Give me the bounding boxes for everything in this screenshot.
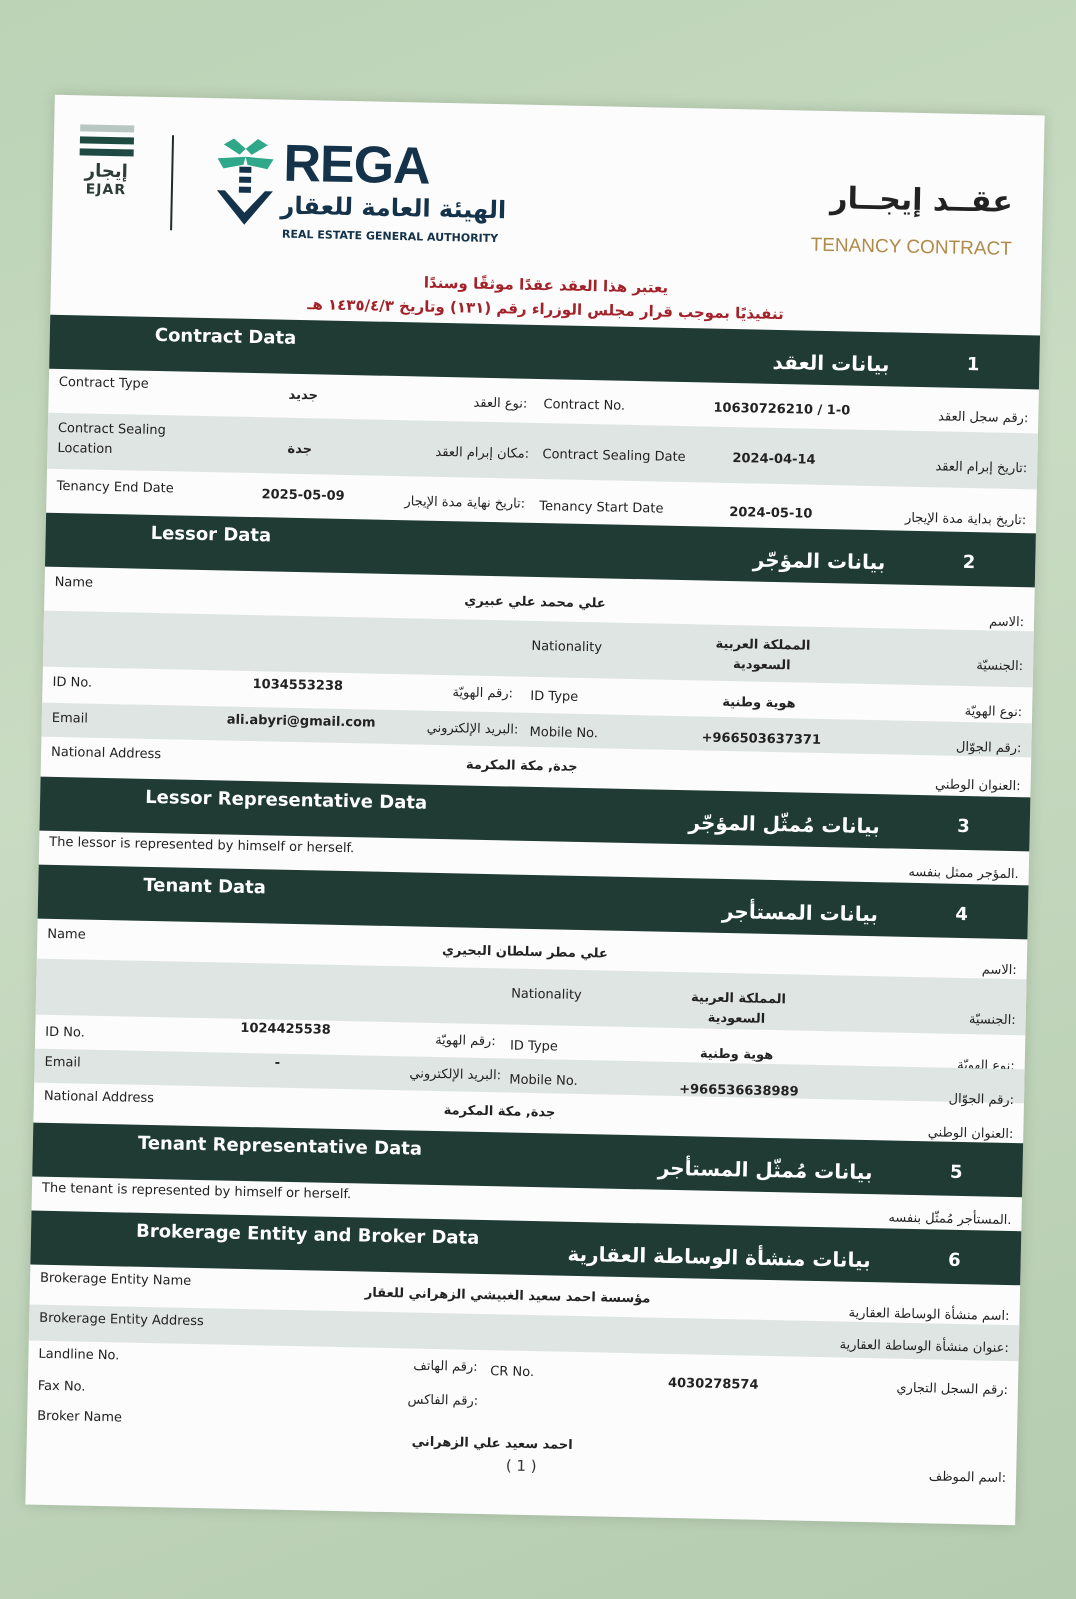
section-title-en: Tenant Representative Data	[137, 1132, 423, 1160]
label-en: National Address	[50, 744, 162, 763]
section-number: 2	[962, 551, 976, 574]
label-ar: نوع العقد:	[473, 395, 528, 412]
title-english: TENANCY CONTRACT	[810, 234, 1013, 260]
label-en: Contract Sealing Date	[542, 447, 686, 466]
label-ar: رقم الفاكس:	[407, 1392, 479, 1409]
label-ar: رقم الهويّة:	[434, 1032, 496, 1050]
sealing-date-value: 2024-04-14	[732, 451, 816, 468]
label-en: Contract Type	[58, 374, 149, 392]
label-ar: نوع الهويّة:	[957, 1057, 1015, 1075]
section-title-en: Brokerage Entity and Broker Data	[135, 1220, 480, 1249]
label-ar: مكان إبرام العقد:	[435, 444, 530, 462]
label-en: National Address	[43, 1088, 155, 1107]
label-ar: الجنسيّة:	[968, 1012, 1016, 1029]
section-title-ar: بيانات المستأجر	[721, 898, 879, 927]
label-ar: الجنسيّة:	[976, 658, 1024, 675]
representation-text-en: The lessor is represented by himself or herself.	[49, 834, 355, 857]
label-en: ID Type	[509, 1038, 559, 1055]
ejar-logo-ar: إيجار	[84, 160, 129, 183]
ejar-logo	[75, 119, 139, 198]
section-number: 3	[956, 815, 970, 838]
rega-wordmark: REGA	[282, 134, 431, 196]
logo-divider	[170, 135, 174, 230]
broker-name-value: احمد سعيد علي الزهراني	[411, 1434, 573, 1453]
representation-text-en: The tenant is represented by himself or herself.	[41, 1180, 352, 1203]
rega-arabic-name: الهيئة العامة للعقار	[280, 191, 507, 225]
lessor-mobile-value: +966503637371	[701, 730, 822, 748]
section-number: 1	[966, 353, 980, 376]
label-ar: رقم سجل العقد:	[937, 409, 1029, 427]
rega-emblem-icon	[212, 138, 278, 229]
section-title-ar: بيانات المؤجّر	[752, 547, 886, 575]
section-title-ar: بيانات منشأة الوساطة العقارية	[567, 1241, 871, 1273]
section-title-ar: بيانات مُمثّل المؤجّر	[688, 810, 880, 839]
label-ar: نوع الهويّة:	[964, 703, 1023, 721]
label-en: Nationality	[510, 986, 582, 1004]
label-en: Broker Name	[37, 1408, 123, 1426]
label-en: Nationality	[531, 638, 603, 656]
tenancy-contract-page	[25, 95, 1044, 1525]
lessor-id-value: 1034553238	[252, 677, 344, 694]
title-arabic: عقــد إيجــار	[829, 181, 1014, 220]
representation-text-ar: المستأجر مُمثّل بنفسه.	[888, 1210, 1012, 1229]
label-ar: رقم الجوّال:	[955, 739, 1022, 757]
label-en: Email	[51, 710, 89, 727]
section-number: 5	[949, 1161, 963, 1184]
document-header	[50, 95, 1044, 336]
label-en: Name	[54, 574, 94, 591]
label-ar: العنوان الوطني:	[934, 777, 1021, 795]
tenant-id-value: 1024425538	[240, 1020, 331, 1038]
label-ar: الاسم:	[988, 614, 1025, 631]
label-ar: البريد الإلكتروني:	[426, 720, 519, 738]
label-ar: عنوان منشأة الوساطة العقارية:	[839, 1337, 1009, 1357]
label-ar: تاريخ إبرام العقد:	[935, 459, 1028, 477]
ejar-logo-en: EJAR	[85, 181, 127, 199]
label-ar: رقم الجوّال:	[948, 1091, 1015, 1109]
tenant-nationality-value-2: السعودية	[707, 1010, 766, 1027]
tenant-id-type-value: هوية وطنية	[699, 1046, 774, 1064]
tenancy-end-date-value: 2025-05-09	[261, 487, 345, 504]
tenancy-start-date-value: 2024-05-10	[729, 505, 813, 522]
lessor-name-value: علي محمد علي عبيري	[464, 593, 606, 612]
label-en: Tenancy Start Date	[539, 499, 664, 517]
section-title-en: Contract Data	[154, 324, 297, 349]
label-en: Landline No.	[38, 1346, 120, 1364]
label-ar: الاسم:	[981, 962, 1017, 979]
lessor-nationality-value-2: السعودية	[732, 657, 791, 674]
representation-text-ar: المؤجر ممثل بنفسه.	[908, 864, 1019, 883]
lessor-email-value: ali.abyri@gmail.com	[226, 712, 376, 731]
lessor-address-value: جدة, مكة المكرمة	[465, 757, 578, 775]
contract-type-value: جديد	[288, 387, 319, 404]
section-title-en: Lessor Representative Data	[144, 786, 428, 814]
label-ar: رقم السجل التجاري:	[896, 1380, 1009, 1399]
label-en: Fax No.	[37, 1378, 86, 1395]
label-en: Brokerage Entity Address	[39, 1310, 204, 1330]
label-ar: رقم الهاتف:	[413, 1358, 478, 1375]
label-en: Mobile No.	[509, 1072, 578, 1089]
label-en: Mobile No.	[529, 724, 599, 742]
label-ar: اسم منشأة الوساطة العقارية:	[848, 1305, 1010, 1325]
label-en: ID No.	[45, 1024, 85, 1041]
rega-english-name: REAL ESTATE GENERAL AUTHORITY	[281, 227, 499, 246]
tenant-nationality-value: المملكة العربية	[690, 990, 787, 1008]
sealing-location-value: جدة	[287, 441, 313, 458]
tenant-mobile-value: +966536638989	[679, 1082, 799, 1100]
label-ar: رقم الهويّة:	[452, 685, 514, 702]
label-en: Contract No.	[543, 397, 626, 414]
label-ar: اسم الموظف:	[928, 1469, 1007, 1487]
section-number: 4	[955, 903, 969, 926]
label-ar: تاريخ نهاية مدة الإيجار:	[404, 494, 526, 512]
label-en: ID No.	[52, 674, 93, 691]
contract-number-value: 10630726210 / 1-0	[713, 400, 851, 419]
page-number: ( 1 )	[505, 1456, 537, 1476]
tenant-address-value: جدة, مكة المكرمة	[443, 1103, 556, 1121]
label-en: CR No.	[490, 1364, 535, 1381]
label-en: Contract Sealing Location	[57, 420, 167, 458]
legal-notice-line2: تنفيذيًا بموجب قرار مجلس الوزراء رقم (١٣١) وتاريخ ١٤٣٥/٤/٣ هـ	[307, 295, 784, 324]
section-title-ar: بيانات العقد	[772, 349, 890, 377]
section-title-en: Lessor Data	[150, 522, 272, 547]
label-ar: البريد الإلكتروني:	[409, 1066, 502, 1084]
label-en: Name	[47, 926, 86, 943]
section-title-ar: بيانات مُمثّل المستأجر	[657, 1155, 873, 1185]
cr-number-value: 4030278574	[667, 1375, 759, 1393]
label-en: Tenancy End Date	[56, 478, 174, 497]
legal-notice-line1: يعتبر هذا العقد عقدًا موثقًا وسندًا	[423, 273, 669, 297]
lessor-nationality-value: المملكة العربية	[715, 636, 811, 654]
lessor-id-type-value: هوية وطنية	[722, 694, 796, 712]
label-en: Brokerage Entity Name	[39, 1270, 192, 1289]
label-en: ID Type	[530, 688, 579, 705]
brokerage-entity-name-value: مؤسسة احمد سعيد الغبيشي الزهراني للعقار	[364, 1285, 651, 1307]
label-ar: العنوان الوطني:	[927, 1125, 1014, 1143]
label-en: Email	[44, 1054, 81, 1071]
tenant-email-value: -	[274, 1055, 281, 1071]
tenant-name-value: علي مطر سلطان البحيري	[441, 943, 608, 962]
section-title-en: Tenant Data	[143, 874, 267, 899]
section-number: 6	[947, 1249, 961, 1272]
label-ar: تاريخ بداية مدة الإيجار:	[904, 510, 1027, 529]
